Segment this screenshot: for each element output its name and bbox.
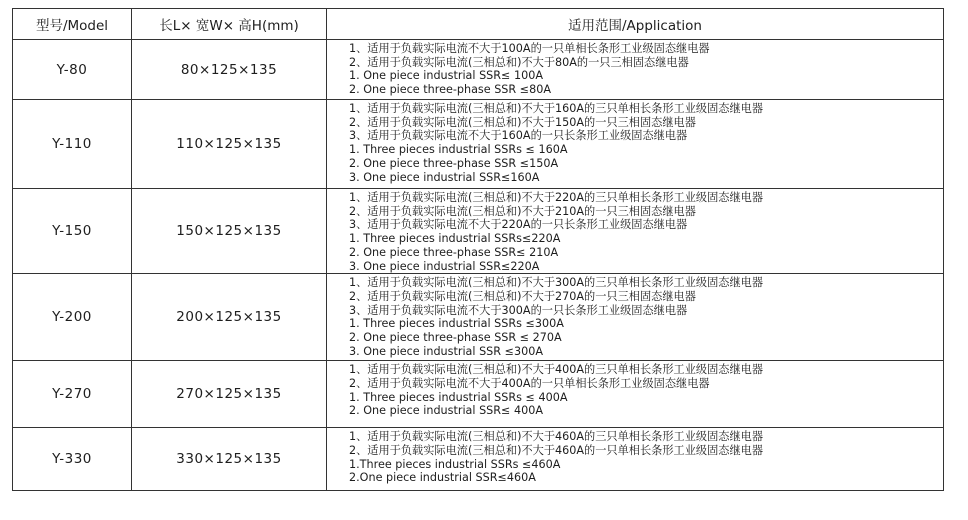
application-line: 1. Three pieces industrial SSRs ≤300A xyxy=(349,317,564,331)
application-line: 3、适用于负载实际电流不大于220A的一只长条形工业级固态继电器 xyxy=(349,218,688,232)
application-line: 1、适用于负载实际电流(三相总和)不大于400A的三只单相长条形工业级固态继电器 xyxy=(349,363,764,377)
dimensions-cell: 200×125×135 xyxy=(132,274,327,361)
application-line: 3. One piece industrial SSR≤220A xyxy=(349,259,540,273)
dimensions-cell: 150×125×135 xyxy=(132,189,327,274)
application-line: 1. Three pieces industrial SSRs ≤ 400A xyxy=(349,390,568,404)
application-cell xyxy=(327,274,944,361)
table-row xyxy=(13,428,944,491)
application-line: 1. Three pieces industrial SSRs≤220A xyxy=(349,232,561,246)
table-row xyxy=(13,361,944,428)
watermark-fragment xyxy=(884,514,906,520)
application-line: 2.One piece industrial SSR≤460A xyxy=(349,471,536,485)
model-cell: Y-270 xyxy=(13,361,132,428)
spec-table xyxy=(12,8,944,491)
application-line: 2. One piece three-phase SSR ≤150A xyxy=(349,156,559,170)
application-line: 1. Three pieces industrial SSRs ≤ 160A xyxy=(349,143,568,157)
application-line: 3. One piece industrial SSR ≤300A xyxy=(349,344,543,358)
application-line: 2. One piece industrial SSR≤ 400A xyxy=(349,404,543,418)
application-line: 1、适用于负载实际电流(三相总和)不大于220A的三只单相长条形工业级固态继电器 xyxy=(349,191,764,204)
dimensions-cell: 270×125×135 xyxy=(132,361,327,428)
application-line: 2、适用于负载实际电流(三相总和)不大于460A的一只单相长条形工业级固态继电器 xyxy=(349,443,764,457)
model-cell: Y-80 xyxy=(13,40,132,100)
application-line: 1、适用于负载实际电流(三相总和)不大于460A的三只单相长条形工业级固态继电器 xyxy=(349,430,764,444)
dimensions-cell: 330×125×135 xyxy=(132,428,327,491)
header-row xyxy=(13,9,944,40)
application-line: 2. One piece three-phase SSR≤ 210A xyxy=(349,245,559,259)
application-line: 1.Three pieces industrial SSRs ≤460A xyxy=(349,457,561,471)
header-model: 型号/Model xyxy=(13,9,132,40)
application-cell xyxy=(327,189,944,274)
model-cell: Y-150 xyxy=(13,189,132,274)
application-line: 2、适用于负载实际电流(三相总和)不大于210A的一只三相固态继电器 xyxy=(349,204,696,218)
dimensions-cell: 110×125×135 xyxy=(132,100,327,189)
application-line: 1、适用于负载实际电流(三相总和)不大于300A的三只单相长条形工业级固态继电器 xyxy=(349,276,764,290)
model-cell: Y-330 xyxy=(13,428,132,491)
header-dimensions: 长L× 宽W× 高H(mm) xyxy=(132,9,327,40)
application-line: 3、适用于负载实际电流不大于160A的一只长条形工业级固态继电器 xyxy=(349,129,688,143)
model-cell: Y-200 xyxy=(13,274,132,361)
application-line: 1、适用于负载实际电流不大于100A的一只单相长条形工业级固态继电器 xyxy=(349,42,710,55)
dimensions-cell: 80×125×135 xyxy=(132,40,327,100)
application-line: 2. One piece three-phase SSR ≤80A xyxy=(349,83,551,97)
header-application: 适用范围/Application xyxy=(327,9,944,40)
application-line: 2、适用于负载实际电流(三相总和)不大于150A的一只三相固态继电器 xyxy=(349,115,696,129)
application-cell xyxy=(327,361,944,428)
application-line: 3. One piece industrial SSR≤160A xyxy=(349,170,540,184)
table-row xyxy=(13,189,944,274)
application-line: 2、适用于负载实际电流不大于400A的一只单相长条形工业级固态继电器 xyxy=(349,376,710,390)
application-line: 2、适用于负载实际电流(三相总和)不大于270A的一只三相固态继电器 xyxy=(349,289,696,303)
application-cell xyxy=(327,100,944,189)
table-row xyxy=(13,100,944,189)
table-row xyxy=(13,274,944,361)
application-cell xyxy=(327,428,944,491)
application-line: 3、适用于负载实际电流不大于300A的一只长条形工业级固态继电器 xyxy=(349,303,688,317)
table-row xyxy=(13,40,944,100)
model-cell: Y-110 xyxy=(13,100,132,189)
application-line: 2、适用于负载实际电流(三相总和)不大于80A的一只三相固态继电器 xyxy=(349,55,689,69)
application-line: 1. One piece industrial SSR≤ 100A xyxy=(349,69,543,83)
application-line: 1、适用于负载实际电流(三相总和)不大于160A的三只单相长条形工业级固态继电器 xyxy=(349,102,764,115)
application-cell xyxy=(327,40,944,100)
application-line: 2. One piece three-phase SSR ≤ 270A xyxy=(349,331,562,345)
